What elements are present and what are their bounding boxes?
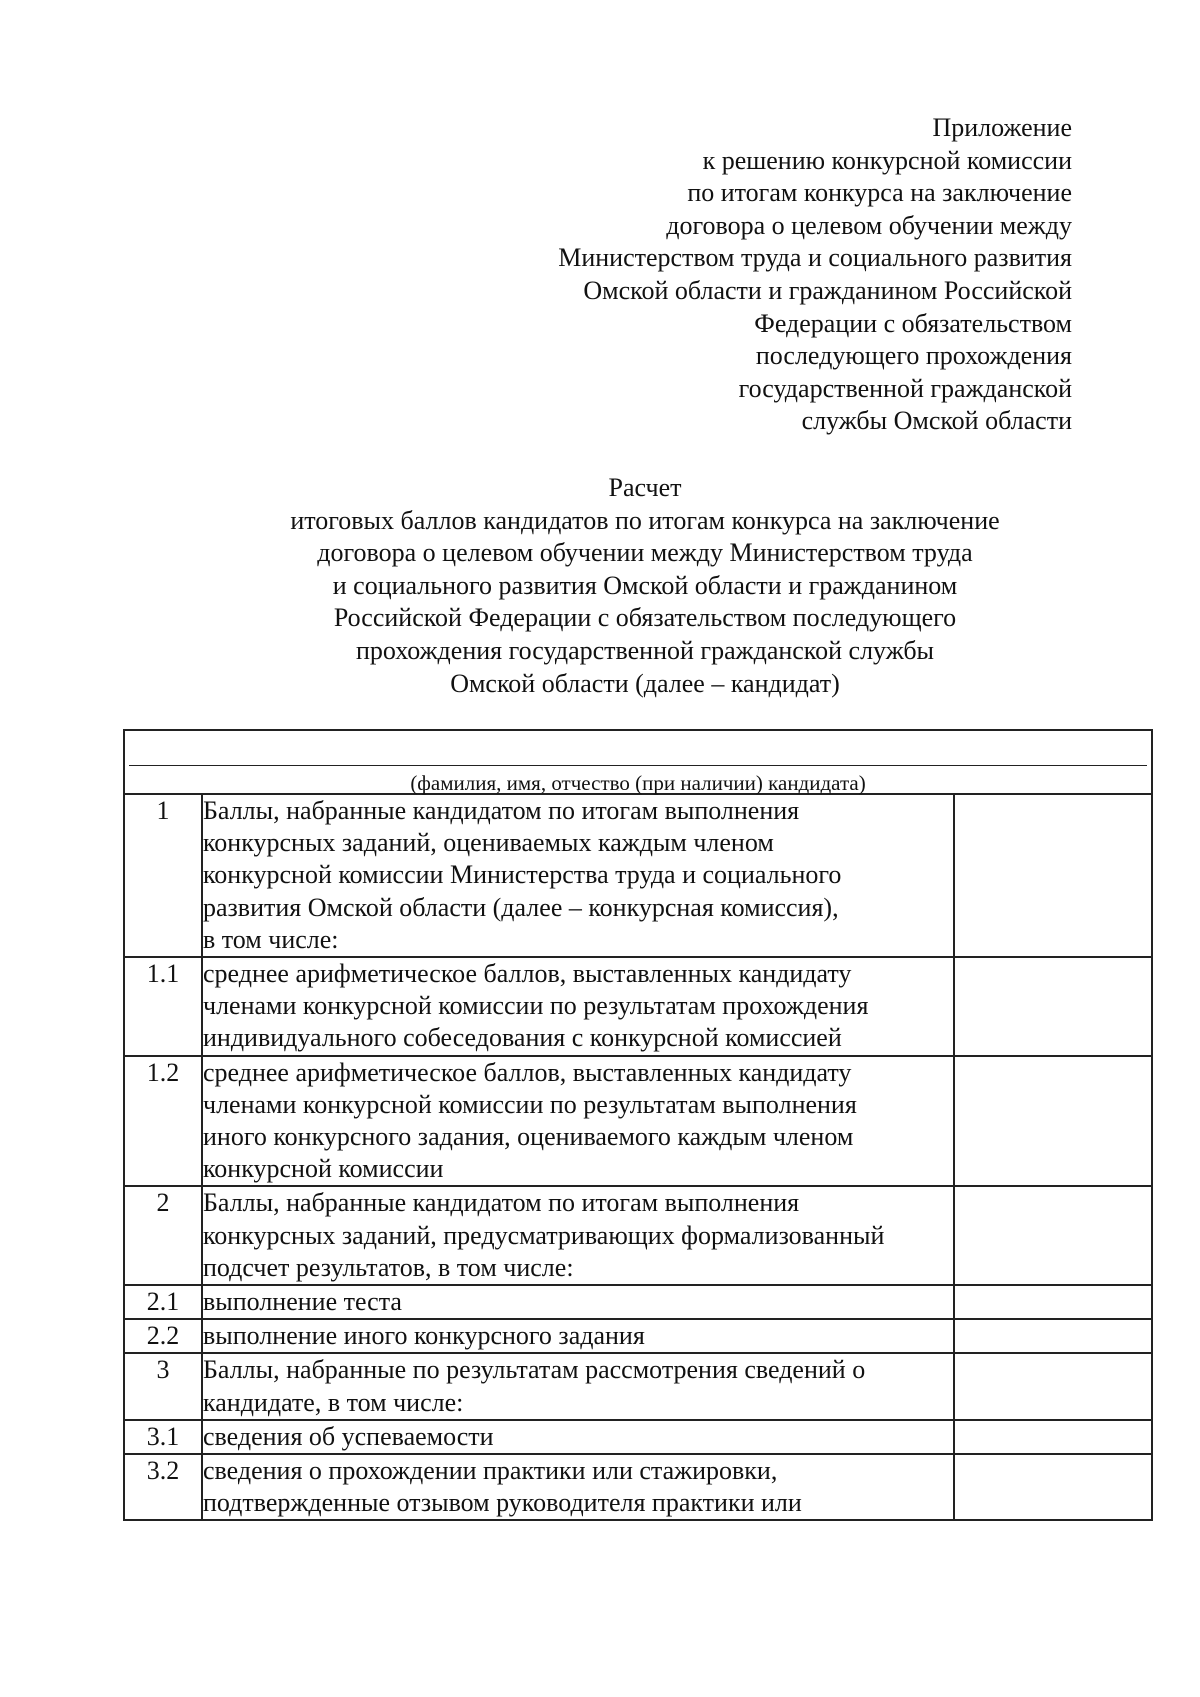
appendix-line: последующего прохождения bbox=[755, 341, 1072, 371]
row-number: 3 bbox=[124, 1353, 202, 1419]
row-description bbox=[202, 1454, 954, 1520]
row-score-cell[interactable] bbox=[954, 1420, 1152, 1454]
row-description bbox=[202, 1186, 954, 1285]
row-description-line: выполнение иного конкурсного задания bbox=[203, 1321, 645, 1351]
appendix-line: к решению конкурсной комиссии bbox=[702, 145, 1072, 175]
row-score-cell[interactable] bbox=[954, 1353, 1152, 1419]
row-description bbox=[202, 1285, 954, 1319]
appendix-line: государственной гражданской bbox=[738, 373, 1072, 403]
appendix-line: договора о целевом обучении между bbox=[666, 210, 1072, 240]
table-row bbox=[124, 1319, 1152, 1353]
candidate-name-row bbox=[124, 730, 1152, 794]
row-description-line: среднее арифметическое баллов, выставленных кандидату bbox=[203, 1057, 852, 1087]
row-score-cell[interactable] bbox=[954, 1285, 1152, 1319]
row-score-cell[interactable] bbox=[954, 1319, 1152, 1353]
row-description bbox=[202, 957, 954, 1056]
row-number: 2.1 bbox=[124, 1285, 202, 1319]
row-score-cell[interactable] bbox=[954, 957, 1152, 1056]
row-description-line: конкурсной комиссии bbox=[203, 1154, 444, 1184]
row-description-line: членами конкурсной комиссии по результатам прохождения bbox=[203, 991, 869, 1021]
appendix-line: по итогам конкурса на заключение bbox=[687, 178, 1072, 208]
row-score-cell[interactable] bbox=[954, 794, 1152, 957]
table-row bbox=[124, 957, 1152, 1056]
table-row bbox=[124, 1353, 1152, 1419]
row-number: 1 bbox=[124, 794, 202, 957]
row-description-line: подтвержденные отзывом руководителя практики или bbox=[203, 1488, 802, 1518]
row-description-line: Баллы, набранные кандидатом по итогам выполнения bbox=[203, 1188, 800, 1218]
row-number: 2 bbox=[124, 1186, 202, 1285]
row-number: 1.2 bbox=[124, 1056, 202, 1187]
row-number: 3.1 bbox=[124, 1420, 202, 1454]
candidate-name-caption: (фамилия, имя, отчество (при наличии) кандидата) bbox=[410, 771, 866, 795]
row-description-line: конкурсных заданий, оцениваемых каждым членом bbox=[203, 828, 774, 858]
row-description-line: конкурсной комиссии Министерства труда и социального bbox=[203, 860, 842, 890]
title-line: и социального развития Омской области и гражданином bbox=[332, 570, 958, 600]
scores-table bbox=[123, 729, 1153, 1521]
row-number: 3.2 bbox=[124, 1454, 202, 1520]
appendix-line: Министерством труда и социального развития bbox=[558, 243, 1072, 273]
table-row bbox=[124, 794, 1152, 957]
row-description-line: Баллы, набранные кандидатом по итогам выполнения bbox=[203, 796, 800, 825]
row-description bbox=[202, 1056, 954, 1187]
row-score-cell[interactable] bbox=[954, 1186, 1152, 1285]
table-row bbox=[124, 1186, 1152, 1285]
row-score-cell[interactable] bbox=[954, 1056, 1152, 1187]
row-description bbox=[202, 794, 954, 957]
row-number: 2.2 bbox=[124, 1319, 202, 1353]
title-line: Расчет bbox=[608, 473, 682, 502]
table-row bbox=[124, 1420, 1152, 1454]
table-row bbox=[124, 1056, 1152, 1187]
row-description-line: членами конкурсной комиссии по результатам выполнения bbox=[203, 1089, 857, 1119]
candidate-name-line bbox=[129, 765, 1147, 766]
appendix-line: Федерации с обязательством bbox=[754, 308, 1072, 338]
title-line: Омской области (далее – кандидат) bbox=[450, 668, 840, 698]
table-row bbox=[124, 1454, 1152, 1520]
table-row bbox=[124, 1285, 1152, 1319]
title-line: прохождения государственной гражданской службы bbox=[355, 635, 935, 665]
row-description-line: конкурсных заданий, предусматривающих формализованный bbox=[203, 1220, 885, 1250]
appendix-line: Омской области и гражданином Российской bbox=[583, 275, 1072, 305]
document-title bbox=[0, 472, 1200, 700]
row-description-line: иного конкурсного задания, оцениваемого каждым членом bbox=[203, 1122, 854, 1152]
row-description-line: кандидате, в том числе: bbox=[203, 1387, 464, 1417]
row-description-line: развития Омской области (далее – конкурсная комиссия), bbox=[203, 892, 839, 922]
row-number: 1.1 bbox=[124, 957, 202, 1056]
title-line: Российской Федерации с обязательством последующего bbox=[333, 603, 957, 633]
row-description-line: сведения о прохождении практики или стажировки, bbox=[203, 1456, 778, 1486]
row-description-line: Баллы, набранные по результатам рассмотрения сведений о bbox=[203, 1355, 866, 1385]
appendix-line: Приложение bbox=[932, 113, 1072, 142]
row-description-line: индивидуального собеседования с конкурсной комиссией bbox=[203, 1023, 842, 1053]
row-description-line: среднее арифметическое баллов, выставленных кандидату bbox=[203, 959, 852, 989]
row-description-line: выполнение теста bbox=[203, 1287, 402, 1317]
row-description bbox=[202, 1353, 954, 1419]
row-description bbox=[202, 1319, 954, 1353]
row-description-line: сведения об успеваемости bbox=[203, 1421, 494, 1451]
appendix-header bbox=[558, 112, 1072, 438]
row-description bbox=[202, 1420, 954, 1454]
appendix-line: службы Омской области bbox=[801, 406, 1072, 436]
row-score-cell[interactable] bbox=[954, 1454, 1152, 1520]
row-description-line: в том числе: bbox=[203, 924, 339, 954]
candidate-name-cell bbox=[124, 730, 1152, 794]
title-line: итоговых баллов кандидатов по итогам конкурса на заключение bbox=[290, 505, 1000, 535]
row-description-line: подсчет результатов, в том числе: bbox=[203, 1252, 574, 1282]
title-line: договора о целевом обучении между Министерством труда bbox=[317, 538, 973, 568]
